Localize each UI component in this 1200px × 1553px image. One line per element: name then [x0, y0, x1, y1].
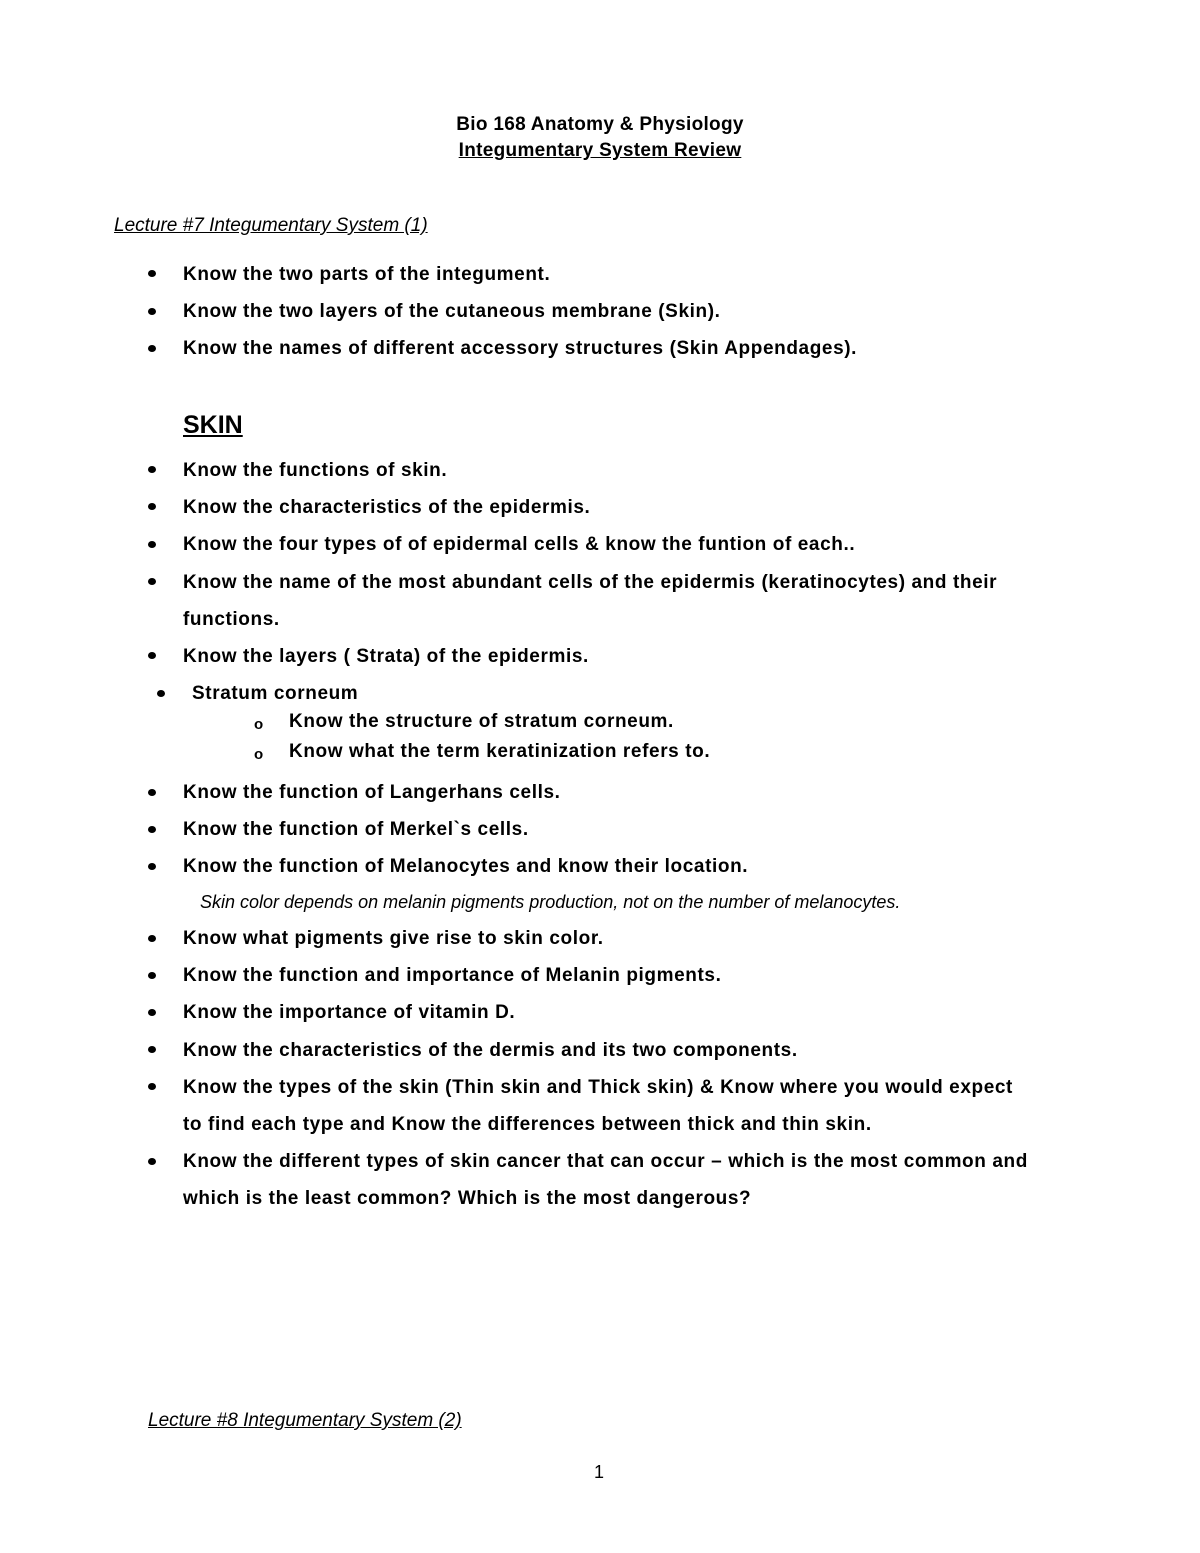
bullet-icon — [148, 1158, 156, 1165]
list-item: Know the name of the most abundant cells of the epidermis (keratinocytes) and their — [183, 572, 998, 593]
bullet-icon — [148, 1046, 156, 1053]
document-title: Bio 168 Anatomy & Physiology — [456, 114, 744, 135]
list-item: Know the names of different accessory structures (Skin Appendages). — [183, 338, 858, 359]
sub-list-item: Know what the term keratinization refers to. — [289, 741, 711, 762]
bullet-icon — [148, 270, 156, 277]
bullet-icon — [148, 1009, 156, 1016]
page-number: 1 — [594, 1462, 605, 1482]
list-item: Know the functions of skin. — [183, 460, 448, 481]
document-subtitle: Integumentary System Review — [458, 140, 742, 161]
lecture7-heading: Lecture #7 Integumentary System (1) — [114, 215, 428, 236]
bullet-icon — [157, 690, 165, 697]
bullet-icon — [148, 826, 156, 833]
list-item: Know the function of Langerhans cells. — [183, 782, 561, 803]
list-item: Know what pigments give rise to skin color. — [183, 928, 604, 949]
stratum-label: Stratum corneum — [192, 683, 359, 704]
sub-bullet-icon: o — [254, 716, 264, 733]
bullet-icon — [148, 863, 156, 870]
list-item-continuation: to find each type and Know the differences between thick and thin skin. — [183, 1114, 872, 1135]
bullet-icon — [148, 308, 156, 315]
list-item-continuation: functions. — [183, 609, 280, 630]
skin-color-note: Skin color depends on melanin pigments production, not on the number of melanocytes. — [200, 892, 901, 912]
bullet-icon — [148, 935, 156, 942]
list-item: Know the function of Melanocytes and know their location. — [183, 856, 749, 877]
list-item: Know the characteristics of the dermis and its two components. — [183, 1040, 798, 1061]
list-item: Know the two parts of the integument. — [183, 264, 551, 285]
list-item: Know the function and importance of Melanin pigments. — [183, 965, 722, 986]
bullet-icon — [148, 1083, 156, 1090]
bullet-icon — [148, 652, 156, 659]
list-item: Know the layers ( Strata) of the epidermis. — [183, 646, 589, 667]
list-item-continuation: which is the least common? Which is the most dangerous? — [183, 1188, 752, 1209]
list-item: Know the types of the skin (Thin skin and Thick skin) & Know where you would expect — [183, 1077, 1013, 1098]
bullet-icon — [148, 578, 156, 585]
list-item: Know the importance of vitamin D. — [183, 1002, 516, 1023]
bullet-icon — [148, 466, 156, 473]
list-item: Know the two layers of the cutaneous membrane (Skin). — [183, 301, 721, 322]
bullet-icon — [148, 345, 156, 352]
sub-list-item: Know the structure of stratum corneum. — [289, 711, 674, 732]
bullet-icon — [148, 972, 156, 979]
list-item: Know the characteristics of the epidermis. — [183, 497, 591, 518]
list-item: Know the function of Merkel`s cells. — [183, 819, 529, 840]
bullet-icon — [148, 541, 156, 548]
bullet-icon — [148, 503, 156, 510]
list-item: Know the different types of skin cancer that can occur – which is the most common and — [183, 1151, 1028, 1172]
skin-heading: SKIN — [183, 411, 243, 439]
list-item: Know the four types of of epidermal cells & know the funtion of each.. — [183, 534, 856, 555]
lecture8-heading: Lecture #8 Integumentary System (2) — [148, 1410, 462, 1431]
sub-bullet-icon: o — [254, 746, 264, 763]
bullet-icon — [148, 789, 156, 796]
